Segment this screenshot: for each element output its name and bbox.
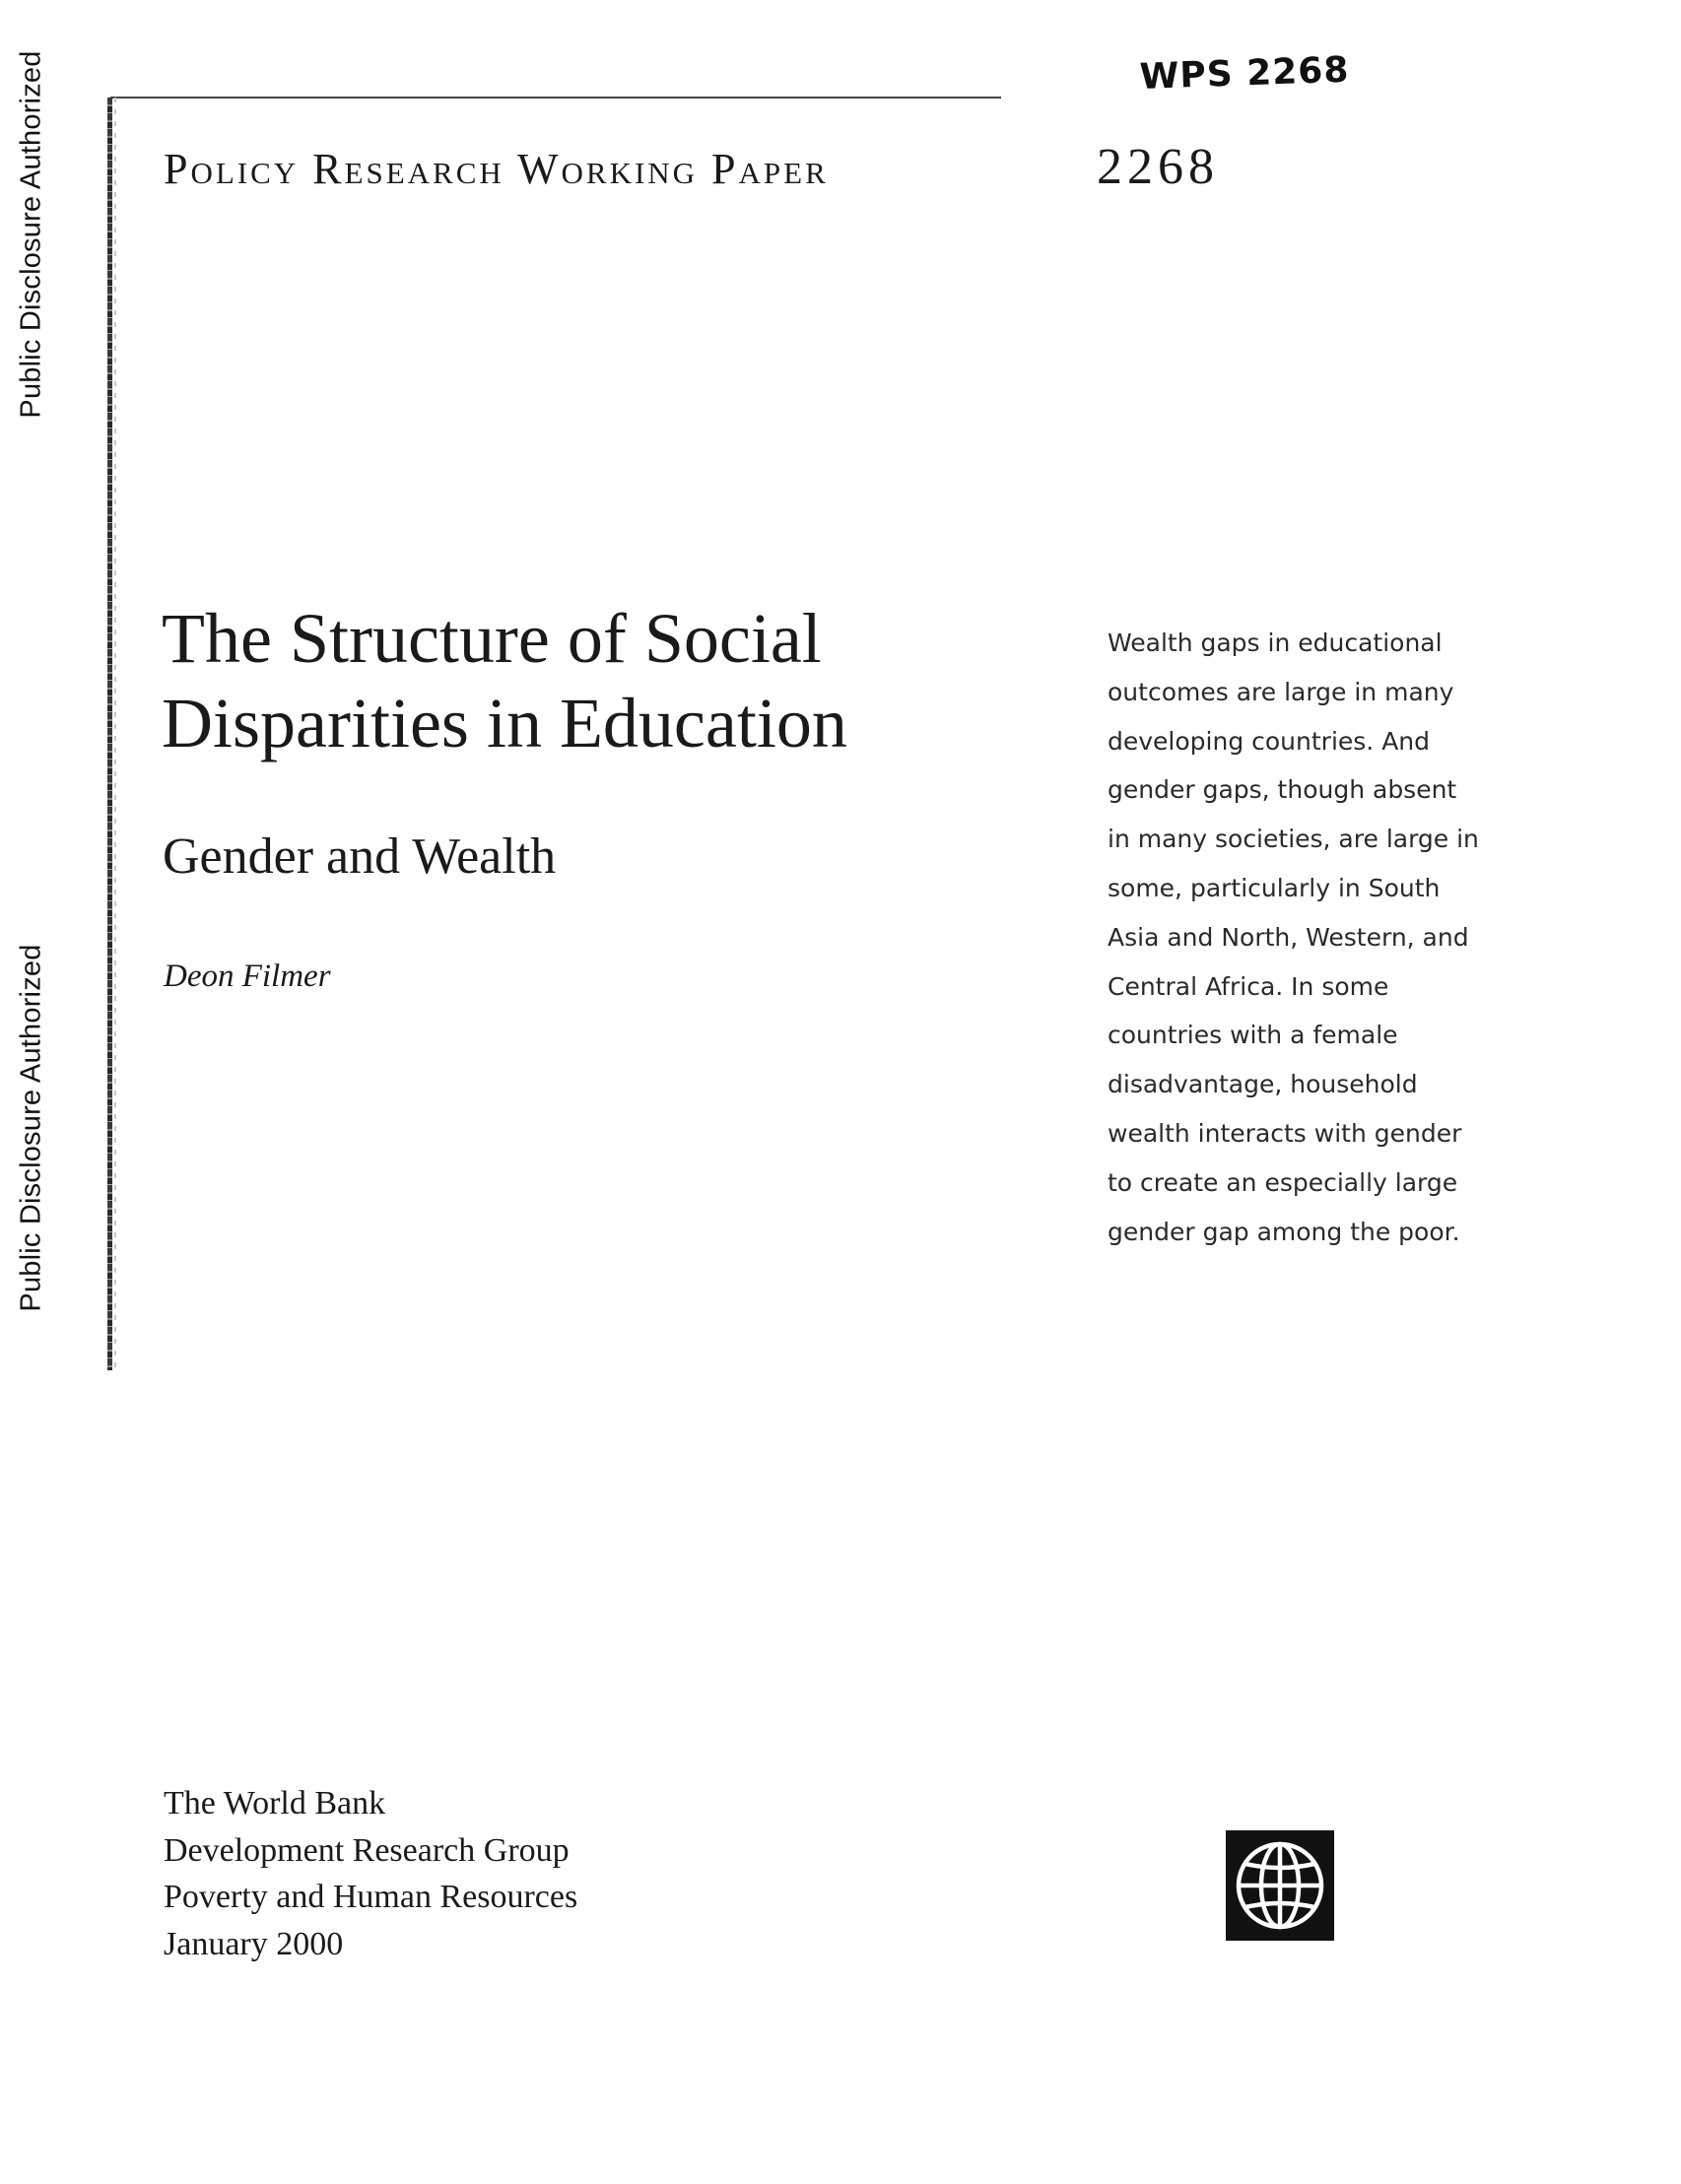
abstract-line: some, particularly in South (1108, 873, 1441, 902)
world-bank-globe-icon (1226, 1830, 1334, 1941)
abstract (1108, 619, 1502, 1256)
author-name: Deon Filmer (164, 959, 331, 994)
abstract-line: disadvantage, household (1108, 1070, 1418, 1099)
binding-edge-shadow (114, 98, 116, 1370)
disclosure-stamp-bottom-text: Public Disclosure Authorized (15, 944, 47, 1312)
abstract-line: countries with a female (1108, 1021, 1398, 1050)
paper-number: 2268 (1097, 139, 1219, 195)
paper-title (162, 596, 989, 765)
publisher-org: The World Bank (164, 1785, 386, 1821)
abstract-line: developing countries. And (1108, 726, 1431, 756)
paper-subtitle: Gender and Wealth (163, 828, 557, 885)
publisher-group: Development Research Group (164, 1831, 570, 1869)
abstract-line: Central Africa. In some (1108, 971, 1389, 1001)
publisher-unit: Poverty and Human Resources (164, 1879, 578, 1915)
abstract-line: Wealth gaps in educational (1108, 629, 1443, 657)
abstract-line: outcomes are large in many (1108, 677, 1454, 706)
abstract-line: gender gap among the poor. (1108, 1217, 1460, 1246)
abstract-line: gender gaps, though absent (1108, 775, 1457, 805)
abstract-line: to create an especially large (1108, 1167, 1458, 1197)
handwritten-code: WPS 2268 (1139, 49, 1351, 98)
binding-edge (107, 98, 112, 1370)
disclosure-stamp-top-text: Public Disclosure Authorized (15, 50, 47, 419)
paper-title-line-1: The Structure of Social (162, 599, 822, 678)
publication-date: January 2000 (164, 1925, 344, 1962)
top-rule (110, 97, 1001, 99)
publisher-block (164, 1780, 577, 1967)
abstract-line: wealth interacts with gender (1108, 1118, 1462, 1148)
abstract-line: in many societies, are large in (1108, 825, 1479, 854)
series-name: Policy Research Working Paper (164, 145, 829, 193)
abstract-line: Asia and North, Western, and (1108, 922, 1469, 952)
paper-title-line-2: Disparities in Education (162, 684, 847, 762)
